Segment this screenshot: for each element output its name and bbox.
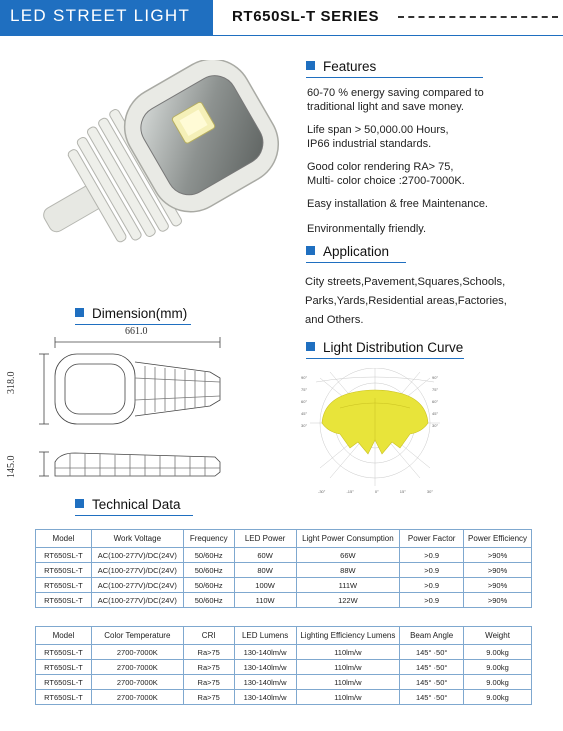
feature-text: 60-70 % energy saving compared to traditional light and save money. Life span > 50,000.00 Hours, IP66 industrial standards. Good color rendering RA> 75, Multi- color choice :2700-7000K. Easy installation & free Maintenance. Environmentally friendly. xyxy=(307,87,488,235)
column-header: LED Lumens xyxy=(234,627,296,645)
bullet-square-icon xyxy=(306,342,315,351)
column-header: Model xyxy=(36,530,92,548)
application-heading: Application xyxy=(306,244,389,259)
column-header: Weight xyxy=(464,627,532,645)
column-header: Light Power Consumption xyxy=(296,530,400,548)
header-category: LED STREET LIGHT xyxy=(10,6,191,25)
heading-underline xyxy=(306,77,483,78)
technical-heading: Technical Data xyxy=(75,497,181,512)
column-header: Work Voltage xyxy=(91,530,183,548)
column-header: LED Power xyxy=(234,530,296,548)
column-header: Model xyxy=(36,627,92,645)
dimension-length: 661.0 xyxy=(125,326,148,337)
application-line: Parks,Yards,Residential areas,Factories, xyxy=(305,295,507,307)
power-spec-table xyxy=(35,529,532,608)
heading-underline xyxy=(306,358,464,359)
heading-underline xyxy=(75,515,193,516)
table-row: RT650SL-T 2700-7000K Ra>75 130-140lm/w 110lm/w 145° ·50° 9.00kg xyxy=(36,660,532,675)
table-row: RT650SL-T AC(100-277V)/DC(24V) 50/60Hz 110W 122W >0.9 >90% xyxy=(36,593,532,608)
table-row: RT650SL-T 2700-7000K Ra>75 130-140lm/w 110lm/w 145° ·50° 9.00kg xyxy=(36,690,532,705)
heading-underline xyxy=(306,262,406,263)
curve-bottom-angles: -30° -15° 0° 15° 30° xyxy=(318,489,433,494)
lighting-spec-table xyxy=(35,626,532,705)
column-header: Lighting Efficiency Lumens xyxy=(296,627,400,645)
header-dashed-rule xyxy=(398,16,558,18)
column-header: Color Temperature xyxy=(91,627,183,645)
table-header-row xyxy=(36,627,532,645)
bullet-square-icon xyxy=(75,499,84,508)
curve-right-angles: 90° 75° 60° 45° 30° xyxy=(432,375,439,428)
table-row: RT650SL-T AC(100-277V)/DC(24V) 50/60Hz 60W 66W >0.9 >90% xyxy=(36,548,532,563)
bullet-square-icon xyxy=(75,308,84,317)
light-curve-heading: Light Distribution Curve xyxy=(306,340,463,355)
column-header: Beam Angle xyxy=(400,627,464,645)
light-distribution-diagram xyxy=(300,368,450,500)
column-header: Power Factor xyxy=(400,530,464,548)
dimension-height: 145.0 xyxy=(6,455,17,478)
header-rule xyxy=(213,35,563,36)
column-header: Frequency xyxy=(183,530,234,548)
dimension-heading: Dimension(mm) xyxy=(75,306,187,321)
bullet-square-icon xyxy=(306,61,315,70)
application-line: City streets,Pavement,Squares,Schools, xyxy=(305,276,506,288)
bullet-square-icon xyxy=(306,246,315,255)
header-series: RT650SL-T SERIES xyxy=(232,8,380,25)
table-row: RT650SL-T 2700-7000K Ra>75 130-140lm/w 110lm/w 145° ·50° 9.00kg xyxy=(36,675,532,690)
table-row: RT650SL-T AC(100-277V)/DC(24V) 50/60Hz 100W 111W >0.9 >90% xyxy=(36,578,532,593)
application-line: and Others. xyxy=(305,314,364,326)
curve-left-angles: 90° 75° 60° 45° 30° xyxy=(301,375,308,428)
column-header: CRI xyxy=(183,627,234,645)
dimension-width: 318.0 xyxy=(6,371,17,394)
column-header: Power Efficiency xyxy=(464,530,532,548)
table-header-row xyxy=(36,530,532,548)
heading-underline xyxy=(75,324,191,325)
features-heading: Features xyxy=(306,59,376,74)
product-image xyxy=(30,60,280,260)
table-row: RT650SL-T 2700-7000K Ra>75 130-140lm/w 110lm/w 145° ·50° 9.00kg xyxy=(36,645,532,660)
dimension-drawing xyxy=(30,326,275,486)
table-row: RT650SL-T AC(100-277V)/DC(24V) 50/60Hz 80W 88W >0.9 >90% xyxy=(36,563,532,578)
